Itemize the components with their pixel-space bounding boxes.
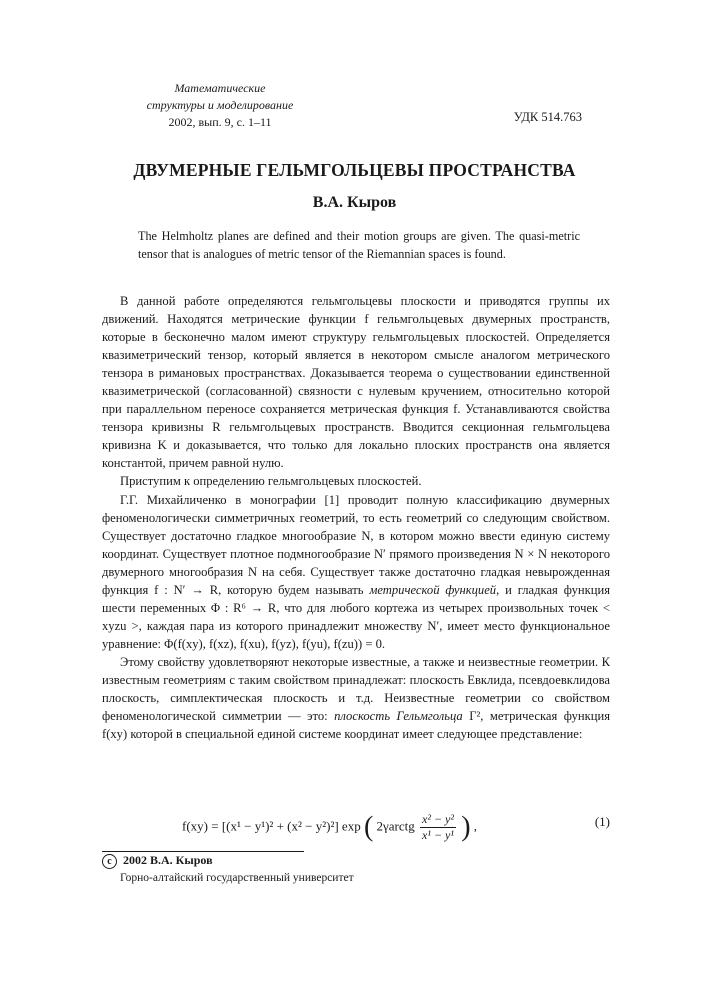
paragraph-intro: В данной работе определяются гельмгольцевы плоскости и приводятся группы их движений. Находятся метрические функции f гельмгольцевых двумерных пространств, которые в бесконечно малом имеют структуру гельмгольцевых плоскостей. Определяется квазиметрический тензор, который является в некотором смысле аналогом метрического тензора в римановых пространствах. Доказывается теорема о существовании единственной квазиметрической (согласованной) связности с нулевым кручением, относительно которой при параллельном переносе сохраняется метрическая функция f. Устанавливаются свойства тензора кривизны R гельмгольцевых пространств. Вводится секционная гельмгольцева кривизна K и доказывается, что только для локально плоских пространств она является константой, причем равной нулю.	[102, 294, 610, 471]
journal-name-line1: Математические	[174, 81, 266, 95]
copyright-line	[102, 853, 502, 869]
equation-fraction	[420, 812, 456, 843]
copyright-text: 2002 В.А. Кыров	[123, 853, 213, 867]
fraction-numerator: x² − y²	[422, 812, 454, 826]
paragraph-geometries	[102, 653, 610, 743]
paragraph-definition-start: Приступим к определению гельмгольцевых плоскостей.	[120, 474, 422, 489]
equation-arg-prefix: 2γarctg	[376, 818, 415, 834]
journal-info	[120, 80, 320, 131]
abstract: The Helmholtz planes are defined and their motion groups are given. The quasi-metric tensor that is analogues of metric tensor of the Riemannian spaces is found.	[138, 229, 580, 261]
paragraph-geometries-b: Γ², метрическая функция f(xy) которой в специальной единой системе координат имеет следующее представление:	[102, 709, 611, 742]
udk-code: УДК 514.763	[513, 110, 582, 124]
right-paren: )	[461, 811, 471, 843]
paragraph-classification-a: Г.Г. Михайличенко в монографии [1] проводит полную классификацию двумерных феноменологически симметричных геометрий, то есть геометрий со следующим свойством. Существует достаточно гладкое многообразие N, в котором можно ввести единую систему координат. Существует плотное подмногообразие N′ прямого произведения N × N некоторого двумерного многообразия N на себя. Существует также достаточно гладкая невырожденная функция f : N′ → R, которую будем называть	[102, 492, 610, 597]
footnote-rule	[102, 851, 304, 852]
equation-number: (1)	[594, 814, 610, 829]
copyright-icon: c	[102, 854, 117, 869]
paragraph-geometries-a: Этому свойству удовлетворяют некоторые известные, а также и неизвестные геометрии. К известным геометриям с таким свойством принадлежат: плоскость Евклида, псевдоевклидова плоскость, симплектическая плоскость и т.д. Неизвестные геометрии со свойством феноменологической симметрии — это:	[102, 654, 610, 724]
paper-author: В.А. Кыров	[312, 194, 397, 211]
paper-title: ДВУМЕРНЫЕ ГЕЛЬМГОЛЬЦЕВЫ ПРОСТРАНСТВА	[133, 160, 576, 180]
term-helmholtz-plane: плоскость Гельмгольца	[334, 709, 463, 724]
journal-name-line2: структуры и моделирование	[146, 98, 294, 112]
equation-lhs: f(xy) = [(x¹ − y¹)² + (x² − y²)²] exp	[182, 818, 361, 834]
fraction-denominator: x¹ − y¹	[422, 828, 454, 842]
left-paren: (	[363, 811, 374, 843]
author-affiliation: Горно-алтайский государственный университет	[120, 872, 354, 884]
equation-trail: ,	[473, 818, 478, 834]
term-metric-function: метрической функцией	[369, 582, 497, 597]
paragraph-classification	[102, 491, 610, 653]
paragraph-classification-b: , и гладкая функция шести переменных Φ : R⁶ → R, что для любого кортежа из четырех произвольных точек < xyzu >, каждая пара из которого принадлежит множеству N′, имеет место функциональное уравнение: Φ(f(xy), f(xz), f(xu), f(yz), f(yu), f(zu)) = 0.	[102, 582, 610, 651]
body-text	[102, 292, 610, 743]
journal-issue: 2002, вып. 9, с. 1–11	[168, 115, 272, 129]
equation-1	[102, 800, 610, 843]
